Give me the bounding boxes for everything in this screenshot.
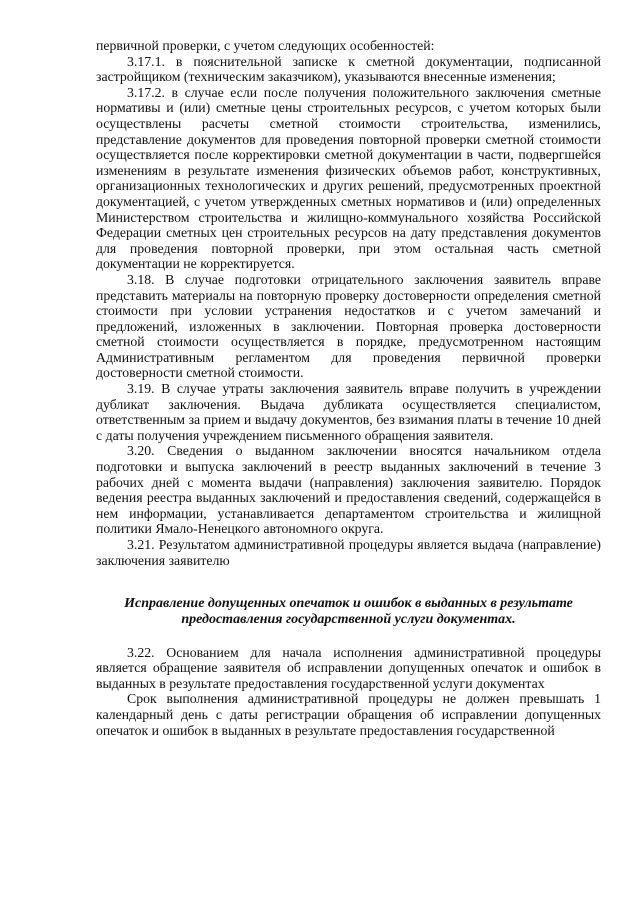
paragraph-3-19: 3.19. В случае утраты заключения заявитель вправе получить в учреждении дубликат заключения. Выдача дубликата осуществляется специалистом, ответственным за прием и выдачу документов, без взимания платы в течение 10 дней с даты получения учреждением письменного обращения заявителя. xyxy=(96,381,601,443)
paragraph-3-20: 3.20. Сведения о выданном заключении вносятся начальником отдела подготовки и выпуска заключений в реестр выданных заключений в течение 3 рабочих дней с момента выдачи (направления) заключения заявителю. Порядок ведения реестра выданных заключений и предоставления сведений, содержащейся в нем информации, устанавливается департаментом строительства и жилищной политики Ямало-Ненецкого автономного округа. xyxy=(96,443,601,537)
section-heading: Исправление допущенных опечаток и ошибок в выданных в результате предоставления государственной услуги документах. xyxy=(124,596,573,628)
paragraph-3-18: 3.18. В случае подготовки отрицательного заключения заявитель вправе представить материалы на повторную проверку достоверности определения сметной стоимости при условии устранения недостатков и с учетом замечаний и предложений, изложенных в заключении. Повторная проверка достоверности сметной стоимости осуществляется в порядке, предусмотренном настоящим Административным регламентом для проведения первичной проверки достоверности сметной стоимости. xyxy=(96,271,601,381)
paragraph-3-17-1: 3.17.1. в пояснительной записке к сметной документации, подписанной застройщиком (техническим заказчиком), указываются внесенные изменения; xyxy=(96,53,601,85)
document-page xyxy=(96,38,601,738)
paragraph-3-22: 3.22. Основанием для начала исполнения административной процедуры является обращение заявителя об исправлении допущенных опечаток и ошибок в выданных в результате предоставления государственной услуги документах xyxy=(96,644,601,691)
paragraph-deadline: Срок выполнения административной процедуры не должен превышать 1 календарный день с даты регистрации обращения об исправлении допущенных опечаток и ошибок в выданных в результате предоставления государственной xyxy=(96,691,601,738)
paragraph-continuation: первичной проверки, с учетом следующих особенностей: xyxy=(96,38,435,53)
paragraph-3-21: 3.21. Результатом административной процедуры является выдача (направление) заключения заявителю xyxy=(96,537,601,568)
paragraph-3-17-2: 3.17.2. в случае если после получения положительного заключения сметные нормативы и (или) сметные цены строительных ресурсов, с учетом которых были осуществлены расчеты сметной стоимости строительства, изменились, представление документов для проведения повторной проверки сметной стоимости осуществляется после корректировки сметной документации в части, подвергшейся изменениям в результате изменения физических объемов работ, конструктивных, организационных технологических и других решений, предусмотренных проектной документацией, с учетом утвержденных сметных нормативов и (или) определенных Министерством строительства и жилищно-коммунального хозяйства Российской Федерации сметных цен строительных ресурсов на дату представления документов для проведения повторной проверки, при этом остальная часть сметной документации не корректируется. xyxy=(96,84,601,272)
